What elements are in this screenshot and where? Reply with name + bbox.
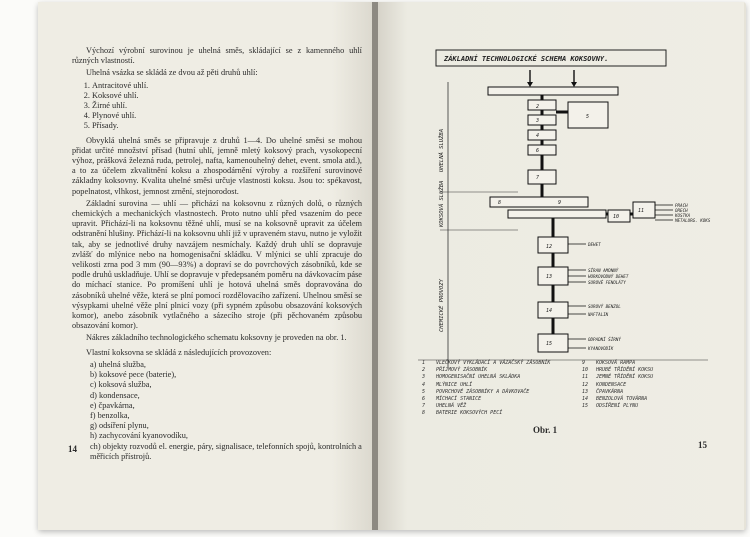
intro-paragraph: Výchozí výrobní surovinou je uhelná směs, skládající se z kamenného uhlí různých vlastností. xyxy=(72,46,362,66)
box-number: 9 xyxy=(558,200,562,206)
output-label: ODPADNÍ ŠÍRNÝ xyxy=(588,337,621,342)
list-item: h) zachycování kyanovodíku, xyxy=(90,431,188,441)
output-label: SÍRAN AMONNÝ xyxy=(588,268,619,273)
paragraph: Obvyklá uhelná směs se připravuje z druhů 1—4. Do uhelné směsi se mohou přidat určité množství přísad (hutní uhlí, jemně mletý koksový prach, vysokopecní výhoz, prášková železná ruda, petrolej, nafta, kamenouhelný dehet, event. smola atd.), a to za účelem zkvalitnění koksu a zhospodárnění výroby a rozšíření surovinové základny koksovny. Kvalita uhelné směsi určuje vlastnosti koksu. Jsou to: spékavost, popelnatost, vlhkost, jemnost zrnění, stejnorodost. xyxy=(72,135,362,196)
output-label: NAFTALIN xyxy=(588,312,609,317)
side-label-chemical: CHEMICKÉ PROVOZY xyxy=(439,279,445,332)
legend-row: 10 HRUBÉ TŘÍDĚNÍ KOKSU xyxy=(582,367,654,374)
box-6 xyxy=(528,170,556,184)
box-number: 5 xyxy=(586,114,590,120)
list-item: 1. Antracitové uhlí. xyxy=(92,81,362,91)
page-number-right: 15 xyxy=(698,440,707,450)
list-item: ch) objekty rozvodů el. energie, páry, signalisace, telefonních spojů, kontrolních a měřicích přístrojů. xyxy=(90,441,362,461)
output-label: METALURG. KOKS xyxy=(675,218,711,223)
output-label: SUROVÝ BENZOL xyxy=(588,304,621,309)
list-item: e) čpavkárna, xyxy=(90,400,135,410)
output-label: DEHET xyxy=(588,242,601,247)
legend-row: 4 MLÝNICE UHLÍ xyxy=(422,381,473,388)
box-number: 2 xyxy=(536,104,540,110)
list-item: a) uhelná služba, xyxy=(90,359,146,369)
list-item: g) odsíření plynu, xyxy=(90,421,149,431)
side-label-coal-service: UHELNÁ SLUŽBA xyxy=(439,128,445,172)
box-number: 11 xyxy=(638,208,645,214)
box-number: 12 xyxy=(546,244,553,250)
coal-intro: Uhelná vsázka se skládá ze dvou až pěti druhů uhlí: xyxy=(86,68,258,78)
box-2 xyxy=(528,100,556,110)
list-item: f) benzolka, xyxy=(90,410,130,420)
box-number: 8 xyxy=(498,200,502,206)
page-number-left: 14 xyxy=(68,444,77,454)
legend-row: 5 POVRCHOVÉ ZÁSOBNÍKY A DÁVKOVAČE xyxy=(422,388,530,395)
box-number: 14 xyxy=(546,308,553,314)
box-7 xyxy=(490,197,588,207)
box-14 xyxy=(538,302,568,318)
paragraph: Základní surovina — uhlí — přichází na koksovnu z různých dolů, o různých chemických a mechanických vlastnostech. Proto nutno uhlí před vsazením do pece upravit. Přichází-li na koksovnu těžné uhlí, musí se na koksovně upravit za účelem odstranění hlušiny. Přichází-li na koksovnu uhlí již v upraveném stavu, nutno je vyložit tak, aby se jednotlivé druhy navzájem nesmíchaly. Každý druh uhlí se dopravuje zvlášť do mlýnice nebo na homogenisační skládku. V mlýnici se uhlí zpracuje do velikosti zrna pod 3 mm (90—93%) a dopraví se do povrchových zásobníků, kde se podle druhů uskladňuje. Uhlí se dopravuje v předepsaném poměru na dávkovacím páse do míchací stanice. Po promíšení uhlí je hotová uhelná směs dopravována do zásobníků uhelné věže, která se plní pomocí rozdělovacího zařízení. Uhelnou směsí se výsypkami uhelné věže plní plnicí vozy (při sypném způsobu obsazování koksových komor), anebo zásobník vytlačného a sázecího stroje (při pěchovaném způsobu obsazování komor). xyxy=(72,198,362,331)
parts-list xyxy=(72,360,362,462)
box-1 xyxy=(488,87,618,95)
box-number: 15 xyxy=(546,341,553,347)
box-number: 4 xyxy=(536,133,540,139)
legend-row: 11 JEMNÉ TŘÍDĚNÍ KOKSU xyxy=(582,374,654,381)
coal-types-list xyxy=(72,81,362,132)
legend-row: 7 UHELNÁ VĚŽ xyxy=(422,403,467,410)
box-number: 6 xyxy=(536,148,540,154)
legend-left-column xyxy=(422,360,550,418)
box-3 xyxy=(528,115,556,125)
output-label: KYANOVODÍK xyxy=(588,346,614,351)
legend-row: 14 BENZOLOVÁ TOVÁRNA xyxy=(582,396,648,403)
legend-right-column xyxy=(582,360,653,410)
output-label: SUROVÉ FENOLÁTY xyxy=(588,280,626,285)
box-number: 13 xyxy=(546,274,553,280)
legend-row: 15 ODSÍŘENÍ PLYNU xyxy=(582,403,639,410)
box-5 xyxy=(528,145,556,155)
legend-row: 12 KONDENSACE xyxy=(582,381,627,388)
legend-row: 3 HOMOGENISAČNÍ UHELNÁ SKLÁDKA xyxy=(422,374,521,381)
output-label: HORKOVODNÝ DEHET xyxy=(588,274,629,279)
legend-row: 9 KOKSOVÁ RAMPA xyxy=(582,360,636,366)
box-number: 7 xyxy=(536,175,540,181)
legend-row: 8 BATERIE KOKSOVÝCH PECÍ xyxy=(422,410,503,417)
box-4 xyxy=(528,130,556,140)
legend-row: 6 MÍCHACÍ STANICE xyxy=(422,396,482,403)
box-13 xyxy=(538,267,568,285)
output-label: KOSTKA xyxy=(675,213,691,218)
right-page xyxy=(378,2,744,530)
list-item: c) koksová služba, xyxy=(90,380,152,390)
figure-caption: Obr. 1 xyxy=(533,425,558,435)
list-item: b) koksové pece (baterie), xyxy=(90,370,177,380)
parts-intro: Vlastní koksovna se skládá z následujících provozoven: xyxy=(86,347,272,357)
box-number: 10 xyxy=(613,214,620,220)
side-label-coke-service: KOKSOVÁ SLUŽBA xyxy=(439,180,445,227)
list-item: 3. Žirné uhlí. xyxy=(92,101,362,111)
legend-row: 1 VLEČKOVÝ VYKLÁDACÍ A VÁZAČSKÝ ZÁSOBNÍK xyxy=(422,360,551,366)
legend-row: 2 PŘÍJMOVÝ ZÁSOBNÍK xyxy=(422,367,488,374)
box-12 xyxy=(538,237,568,253)
list-item: 4. Plynové uhlí. xyxy=(92,111,362,121)
box-8 xyxy=(508,210,606,218)
legend-row: 13 ČPAVKÁRNA xyxy=(582,388,624,395)
list-item: 2. Koksové uhlí. xyxy=(92,91,362,101)
open-book xyxy=(38,2,746,530)
paragraph: Nákres základního technologického schematu koksovny je proveden na obr. 1. xyxy=(86,333,347,343)
list-item: d) kondensace, xyxy=(90,390,140,400)
box-15 xyxy=(538,334,568,352)
box-number: 3 xyxy=(536,118,540,124)
left-page-text xyxy=(72,46,362,462)
list-item: 5. Přísady. xyxy=(92,121,362,131)
output-label: PRACH xyxy=(675,203,688,208)
diagram-title: ZÁKLADNÍ TECHNOLOGICKÉ SCHEMA KOKSOVNY. xyxy=(444,55,609,63)
left-page xyxy=(38,2,372,530)
output-label: ORECH xyxy=(675,208,688,213)
